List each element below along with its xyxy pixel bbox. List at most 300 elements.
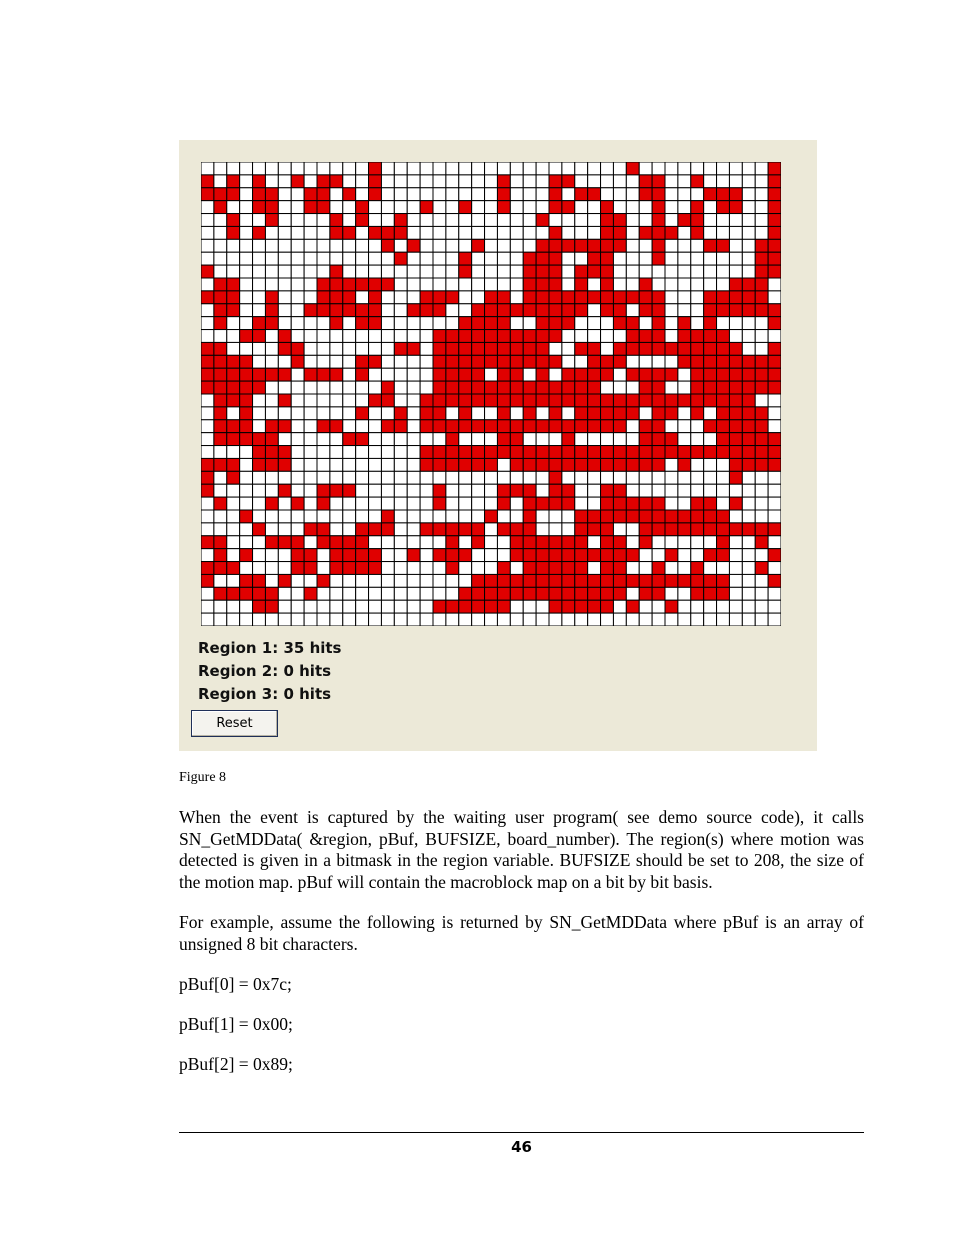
motion-cell-active [729, 458, 742, 471]
motion-cell-active [717, 587, 730, 600]
motion-cell [278, 252, 291, 265]
motion-cell-active [343, 278, 356, 291]
motion-cell-active [588, 407, 601, 420]
motion-cell-active [201, 458, 214, 471]
motion-cell-active [691, 226, 704, 239]
motion-cell [214, 471, 227, 484]
motion-cell-active [549, 188, 562, 201]
motion-cell [265, 549, 278, 562]
motion-cell [678, 420, 691, 433]
motion-cell [626, 252, 639, 265]
motion-cell [369, 330, 382, 343]
motion-cell [407, 317, 420, 330]
motion-cell-active [420, 458, 433, 471]
motion-cell [626, 381, 639, 394]
motion-cell [291, 162, 304, 175]
motion-cell-active [523, 407, 536, 420]
motion-cell-active [678, 330, 691, 343]
motion-cell-active [601, 510, 614, 523]
motion-cell-active [729, 368, 742, 381]
motion-cell-active [562, 446, 575, 459]
motion-cell-active [317, 368, 330, 381]
motion-cell-active [459, 523, 472, 536]
motion-cell [652, 484, 665, 497]
motion-cell-active [317, 497, 330, 510]
motion-cell-active [704, 497, 717, 510]
motion-cell-active [369, 394, 382, 407]
motion-cell-active [665, 407, 678, 420]
motion-cell [433, 574, 446, 587]
motion-cell-active [497, 574, 510, 587]
motion-cell [407, 214, 420, 227]
motion-cell [678, 252, 691, 265]
motion-cell-active [717, 446, 730, 459]
motion-cell-active [652, 574, 665, 587]
motion-cell [265, 278, 278, 291]
motion-cell-active [214, 536, 227, 549]
motion-cell-active [742, 394, 755, 407]
motion-cell [240, 265, 253, 278]
motion-cell [227, 407, 240, 420]
motion-cell-active [652, 214, 665, 227]
motion-cell-active [227, 587, 240, 600]
motion-cell [240, 497, 253, 510]
motion-cell-active [536, 304, 549, 317]
motion-cell-active [278, 574, 291, 587]
motion-cell-active [485, 304, 498, 317]
motion-cell [497, 549, 510, 562]
motion-cell [446, 162, 459, 175]
motion-cell-active [278, 394, 291, 407]
motion-cell [214, 574, 227, 587]
motion-cell [317, 471, 330, 484]
motion-cell-active [523, 291, 536, 304]
motion-cell-active [588, 381, 601, 394]
motion-cell-active [601, 536, 614, 549]
motion-cell [317, 214, 330, 227]
motion-cell-active [536, 587, 549, 600]
motion-cell-active [278, 484, 291, 497]
motion-cell-active [717, 330, 730, 343]
motion-cell-active [588, 188, 601, 201]
motion-cell [678, 562, 691, 575]
motion-cell-active [562, 600, 575, 613]
motion-cell-active [433, 420, 446, 433]
motion-cell [523, 433, 536, 446]
motion-cell-active [536, 562, 549, 575]
motion-cell [253, 613, 266, 626]
motion-cell [317, 317, 330, 330]
motion-cell [691, 458, 704, 471]
motion-cell [420, 278, 433, 291]
motion-cell-active [381, 394, 394, 407]
motion-cell [691, 613, 704, 626]
motion-cell-active [497, 446, 510, 459]
motion-cell [227, 201, 240, 214]
motion-cell-active [742, 458, 755, 471]
motion-cell-active [420, 446, 433, 459]
motion-cell [291, 330, 304, 343]
motion-cell-active [601, 226, 614, 239]
motion-cell [201, 523, 214, 536]
motion-cell-active [729, 381, 742, 394]
motion-cell [626, 239, 639, 252]
motion-cell [278, 265, 291, 278]
motion-cell [704, 458, 717, 471]
motion-cell-active [330, 368, 343, 381]
motion-cell [562, 523, 575, 536]
motion-cell [536, 613, 549, 626]
motion-cell-active [369, 226, 382, 239]
motion-cell [304, 574, 317, 587]
motion-cell-active [704, 394, 717, 407]
reset-button[interactable] [191, 710, 278, 737]
motion-cell-active [240, 549, 253, 562]
motion-cell-active [613, 291, 626, 304]
motion-cell [343, 381, 356, 394]
motion-cell-active [227, 355, 240, 368]
motion-cell-active [497, 420, 510, 433]
motion-cell-active [227, 214, 240, 227]
motion-cell-active [523, 420, 536, 433]
motion-cell [446, 175, 459, 188]
motion-cell-active [704, 317, 717, 330]
motion-cell [717, 613, 730, 626]
motion-cell [729, 536, 742, 549]
motion-cell [253, 471, 266, 484]
motion-cell [420, 471, 433, 484]
motion-cell-active [523, 265, 536, 278]
motion-cell [343, 265, 356, 278]
motion-cell-active [665, 433, 678, 446]
motion-cell [678, 549, 691, 562]
motion-cell-active [639, 342, 652, 355]
motion-cell [304, 613, 317, 626]
motion-cell [227, 574, 240, 587]
motion-cell-active [536, 278, 549, 291]
motion-cell [472, 471, 485, 484]
motion-cell [691, 600, 704, 613]
motion-cell [265, 523, 278, 536]
motion-cell [497, 265, 510, 278]
motion-cell [278, 317, 291, 330]
motion-cell [291, 201, 304, 214]
motion-cell [446, 252, 459, 265]
motion-cell [291, 394, 304, 407]
motion-cell-active [253, 317, 266, 330]
motion-cell [523, 226, 536, 239]
motion-cell-active [459, 330, 472, 343]
motion-cell [510, 510, 523, 523]
motion-cell-active [459, 458, 472, 471]
motion-cell [291, 510, 304, 523]
motion-cell-active [678, 394, 691, 407]
motion-cell-active [613, 458, 626, 471]
motion-cell-active [549, 239, 562, 252]
motion-cell-active [742, 433, 755, 446]
motion-cell-active [253, 368, 266, 381]
motion-cell-active [497, 201, 510, 214]
motion-cell [394, 433, 407, 446]
motion-cell [755, 201, 768, 214]
motion-cell [678, 497, 691, 510]
code-line: pBuf[2] = 0x89; [179, 1054, 293, 1074]
motion-cell [291, 574, 304, 587]
motion-cell-active [639, 574, 652, 587]
motion-cell [317, 265, 330, 278]
motion-cell [304, 355, 317, 368]
motion-cell-active [536, 317, 549, 330]
motion-cell [227, 549, 240, 562]
motion-cell [278, 239, 291, 252]
motion-cell [304, 226, 317, 239]
motion-cell [459, 574, 472, 587]
motion-cell-active [639, 536, 652, 549]
motion-cell [433, 252, 446, 265]
motion-cell [613, 201, 626, 214]
motion-cell [343, 574, 356, 587]
motion-cell [626, 484, 639, 497]
motion-cell [472, 278, 485, 291]
motion-cell [459, 510, 472, 523]
motion-cell-active [201, 342, 214, 355]
motion-cell-active [691, 201, 704, 214]
motion-cell [459, 278, 472, 291]
motion-cell [575, 497, 588, 510]
motion-cell-active [549, 600, 562, 613]
motion-cell [291, 317, 304, 330]
motion-cell [755, 317, 768, 330]
motion-cell [575, 471, 588, 484]
motion-cell [717, 600, 730, 613]
motion-cell [240, 162, 253, 175]
motion-cell-active [678, 317, 691, 330]
motion-cell-active [704, 342, 717, 355]
motion-cell [278, 214, 291, 227]
motion-cell-active [704, 574, 717, 587]
motion-cell-active [265, 291, 278, 304]
motion-cell-active [214, 407, 227, 420]
motion-cell [742, 549, 755, 562]
motion-cell-active [665, 574, 678, 587]
motion-cell [227, 317, 240, 330]
motion-cell-active [330, 484, 343, 497]
motion-cell-active [575, 446, 588, 459]
motion-cell-active [613, 574, 626, 587]
motion-cell [381, 265, 394, 278]
motion-cell-active [601, 252, 614, 265]
motion-cell-active [652, 201, 665, 214]
motion-cell [459, 433, 472, 446]
motion-cell [446, 497, 459, 510]
motion-cell [485, 175, 498, 188]
motion-cell [626, 613, 639, 626]
motion-cell [768, 587, 781, 600]
motion-cell-active [214, 291, 227, 304]
motion-cell [278, 381, 291, 394]
motion-cell-active [227, 304, 240, 317]
motion-cell [227, 484, 240, 497]
motion-cell [755, 484, 768, 497]
motion-cell [265, 471, 278, 484]
motion-cell-active [549, 549, 562, 562]
motion-cell-active [742, 446, 755, 459]
motion-cell [459, 497, 472, 510]
motion-cell-active [588, 458, 601, 471]
motion-cell [381, 613, 394, 626]
motion-cell [510, 252, 523, 265]
body-paragraph-1: When the event is captured by the waiting user program( see demo source code), it calls SN_GetMDData( &region, pBuf, BUFSIZE, board_number). The region(s) where motion was detected is given in a bitmask in the region variable. BUFSIZE should be set to 208, the size of the motion map. pBuf will contain the macroblock map on a bit by bit basis. [179, 807, 864, 892]
motion-cell [214, 523, 227, 536]
motion-cell [678, 368, 691, 381]
motion-cell-active [446, 536, 459, 549]
motion-cell [420, 317, 433, 330]
motion-cell [253, 420, 266, 433]
motion-cell [343, 342, 356, 355]
motion-cell [394, 536, 407, 549]
motion-cell-active [369, 562, 382, 575]
motion-cell [381, 446, 394, 459]
motion-cell-active [304, 368, 317, 381]
motion-cell [768, 278, 781, 291]
motion-cell-active [755, 381, 768, 394]
motion-cell [536, 510, 549, 523]
motion-cell-active [691, 175, 704, 188]
motion-cell-active [742, 368, 755, 381]
motion-cell [446, 407, 459, 420]
motion-cell-active [523, 574, 536, 587]
region-1-hits-label: Region 1: 35 hits [198, 639, 342, 657]
motion-cell [665, 265, 678, 278]
motion-cell [485, 407, 498, 420]
motion-cell-active [446, 342, 459, 355]
motion-cell-active [652, 304, 665, 317]
motion-cell-active [472, 536, 485, 549]
motion-cell-active [369, 291, 382, 304]
motion-cell-active [626, 446, 639, 459]
motion-cell [407, 446, 420, 459]
motion-cell [407, 471, 420, 484]
motion-cell-active [227, 226, 240, 239]
motion-cell [601, 381, 614, 394]
motion-cell [369, 587, 382, 600]
motion-cell [742, 201, 755, 214]
motion-cell-active [652, 381, 665, 394]
motion-cell-active [394, 252, 407, 265]
motion-cell-active [575, 458, 588, 471]
motion-cell-active [433, 549, 446, 562]
motion-cell [472, 252, 485, 265]
motion-cell [497, 278, 510, 291]
motion-cell-active [291, 562, 304, 575]
motion-cell [291, 265, 304, 278]
motion-cell-active [459, 355, 472, 368]
motion-cell-active [446, 381, 459, 394]
motion-cell-active [601, 587, 614, 600]
motion-cell-active [549, 201, 562, 214]
motion-cell-active [755, 458, 768, 471]
motion-cell-active [240, 330, 253, 343]
motion-cell-active [613, 497, 626, 510]
motion-cell-active [639, 523, 652, 536]
motion-cell-active [356, 407, 369, 420]
motion-cell [227, 252, 240, 265]
motion-cell [317, 407, 330, 420]
motion-cell-active [536, 291, 549, 304]
motion-cell [343, 239, 356, 252]
motion-cell-active [253, 201, 266, 214]
motion-cell [369, 446, 382, 459]
motion-cell-active [291, 175, 304, 188]
motion-cell [665, 562, 678, 575]
motion-cell-active [446, 420, 459, 433]
motion-cell [626, 433, 639, 446]
motion-cell-active [549, 587, 562, 600]
motion-cell-active [472, 523, 485, 536]
motion-cell [240, 562, 253, 575]
motion-cell-active [678, 458, 691, 471]
motion-cell-active [613, 317, 626, 330]
motion-cell-active [253, 188, 266, 201]
motion-cell [227, 446, 240, 459]
motion-cell [253, 342, 266, 355]
motion-cell-active [575, 510, 588, 523]
motion-cell-active [639, 304, 652, 317]
motion-cell-active [510, 433, 523, 446]
motion-cell [278, 304, 291, 317]
motion-cell-active [201, 291, 214, 304]
motion-cell-active [742, 420, 755, 433]
motion-cell [742, 497, 755, 510]
motion-cell [291, 226, 304, 239]
motion-cell [665, 291, 678, 304]
motion-cell-active [497, 562, 510, 575]
motion-cell [291, 484, 304, 497]
motion-cell [330, 239, 343, 252]
motion-cell-active [227, 381, 240, 394]
motion-cell [420, 433, 433, 446]
motion-cell-active [523, 355, 536, 368]
motion-cell [549, 214, 562, 227]
motion-cell-active [613, 355, 626, 368]
motion-cell [472, 497, 485, 510]
motion-cell [381, 355, 394, 368]
motion-cell [626, 420, 639, 433]
motion-cell-active [717, 368, 730, 381]
motion-cell [278, 471, 291, 484]
motion-cell [459, 214, 472, 227]
motion-cell-active [523, 587, 536, 600]
motion-cell [381, 201, 394, 214]
motion-cell-active [265, 587, 278, 600]
motion-cell-active [343, 562, 356, 575]
motion-cell [420, 252, 433, 265]
motion-cell [253, 497, 266, 510]
motion-cell-active [201, 484, 214, 497]
motion-cell-active [472, 587, 485, 600]
motion-cell-active [433, 381, 446, 394]
motion-cell [446, 317, 459, 330]
motion-cell-active [768, 446, 781, 459]
motion-cell [356, 330, 369, 343]
motion-cell [381, 368, 394, 381]
motion-cell [704, 484, 717, 497]
motion-cell [343, 368, 356, 381]
motion-cell [588, 433, 601, 446]
motion-cell [678, 162, 691, 175]
motion-cell [278, 407, 291, 420]
motion-cell [253, 549, 266, 562]
